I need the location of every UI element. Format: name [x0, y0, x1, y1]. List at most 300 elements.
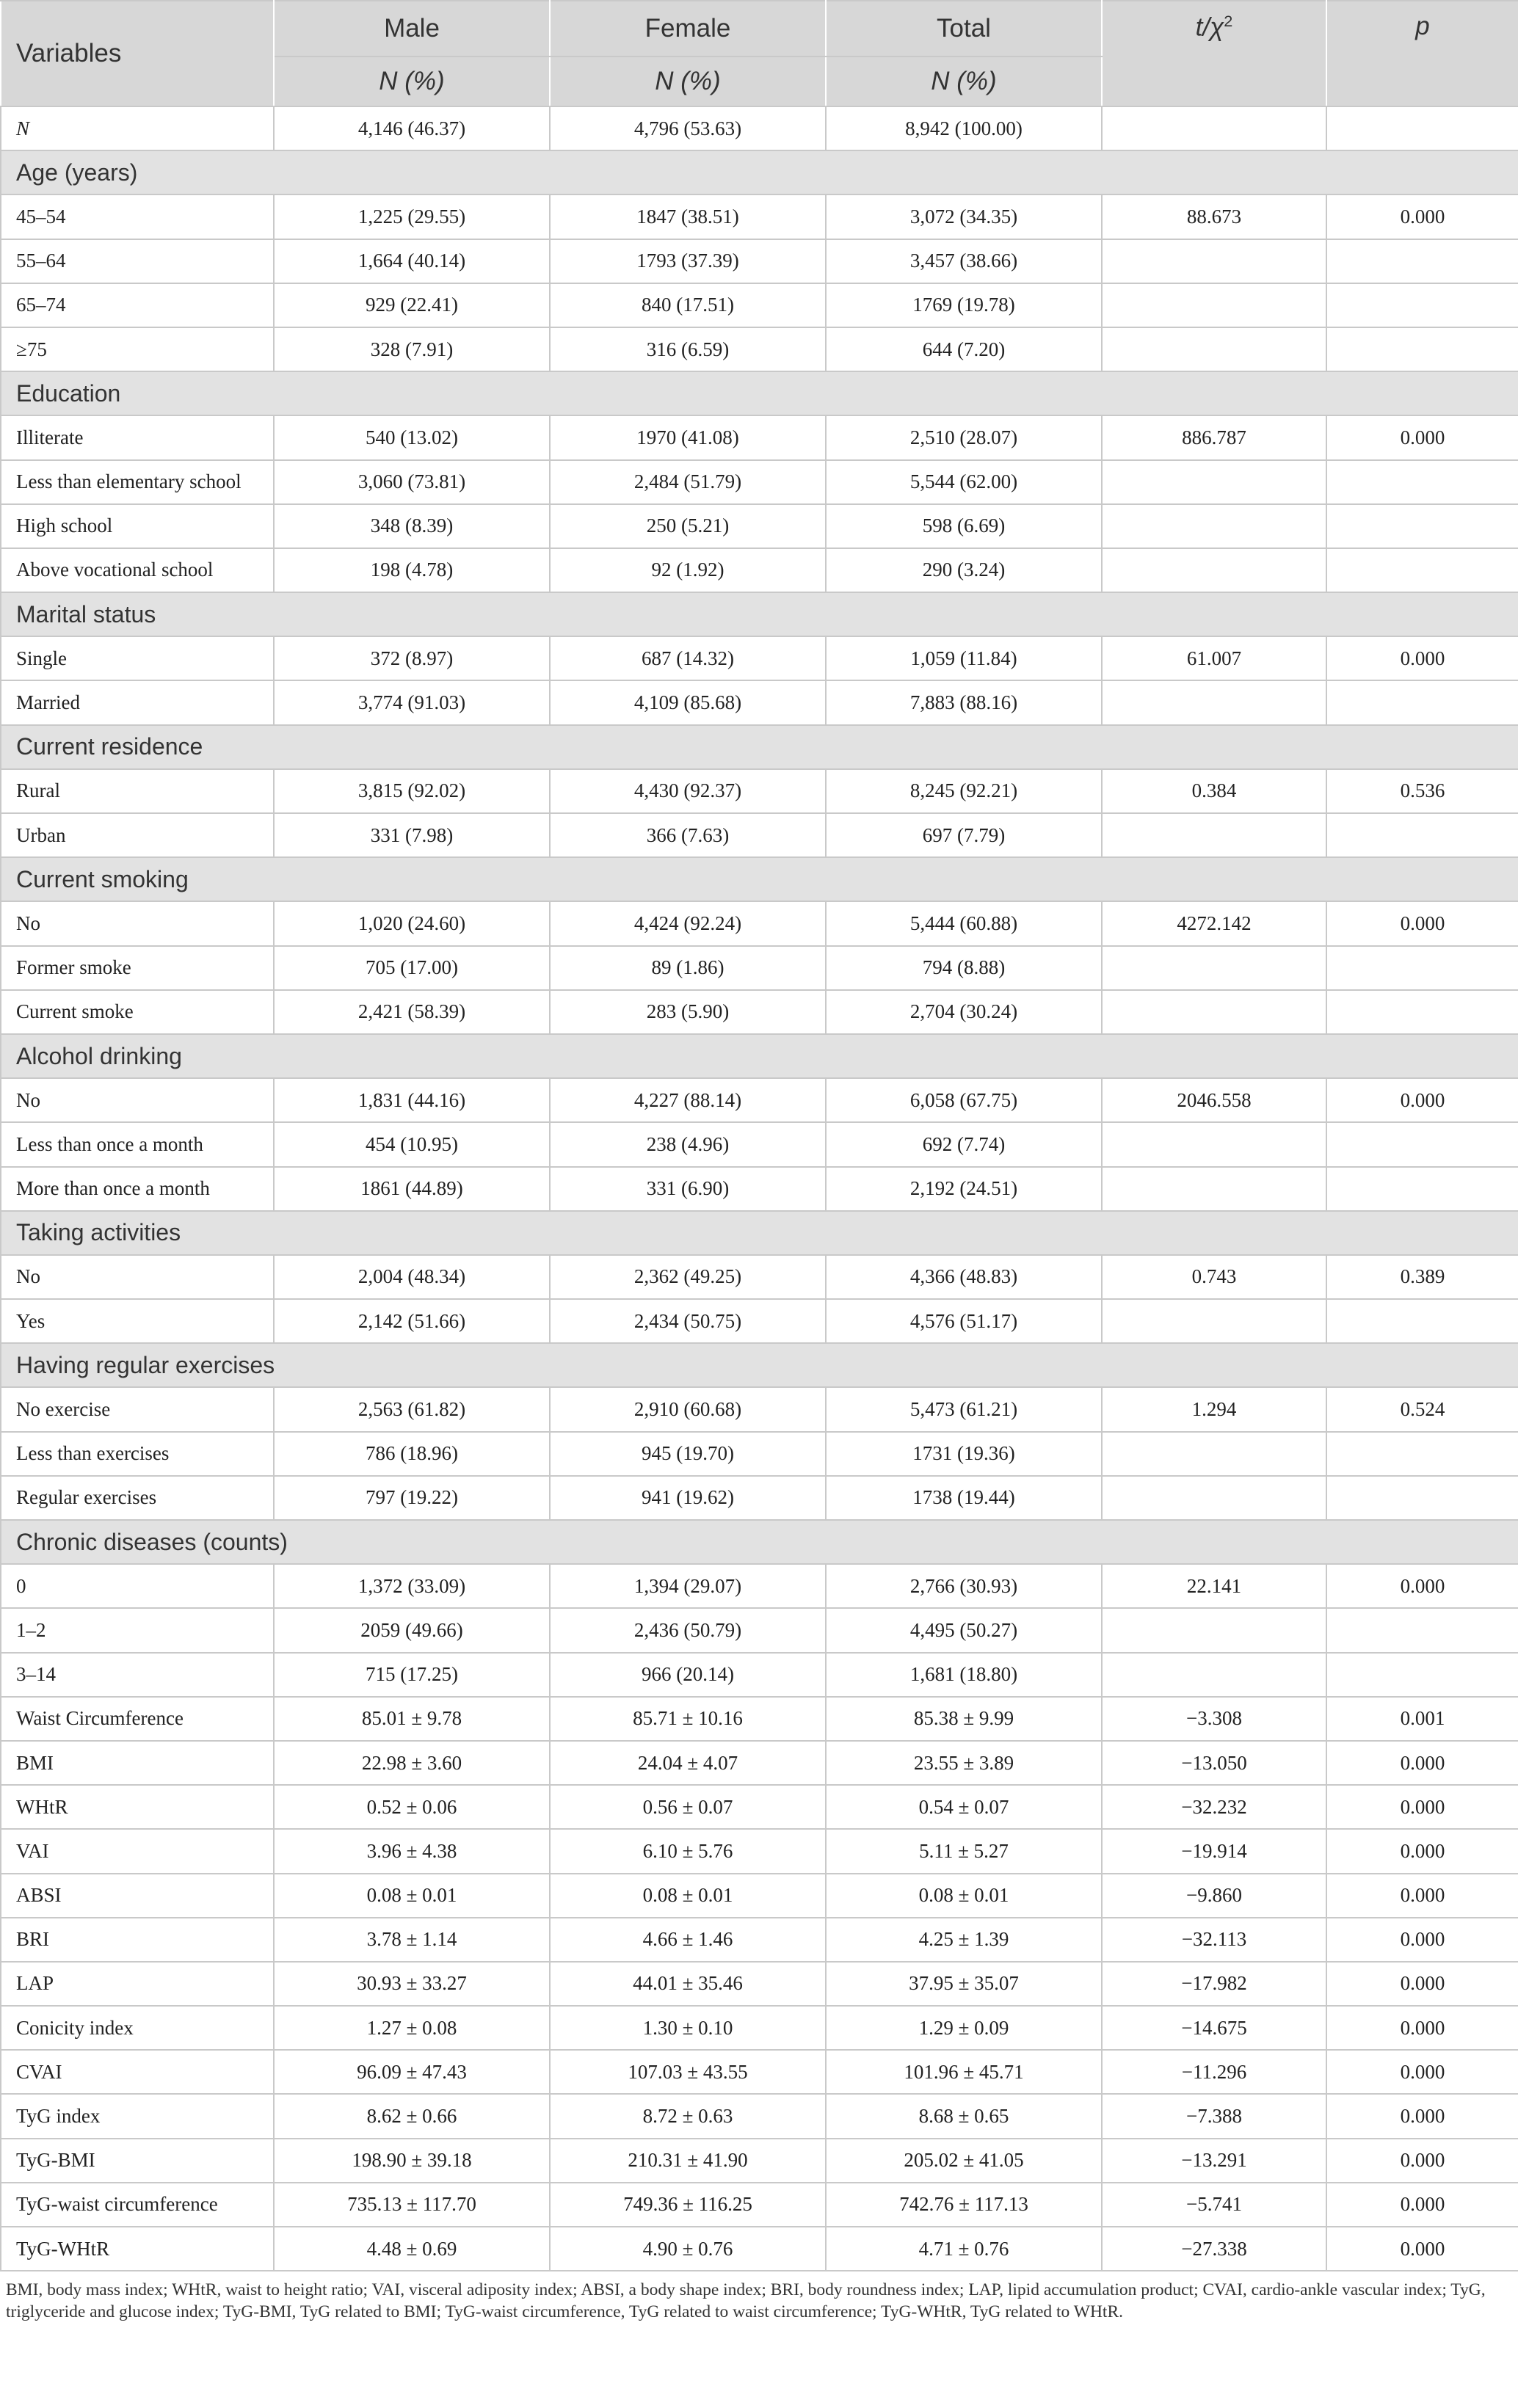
- cell-female: 283 (5.90): [550, 990, 826, 1034]
- cell-p-value: [1326, 1608, 1518, 1652]
- cell-statistic: 886.787: [1102, 415, 1326, 459]
- cell-male: 786 (18.96): [274, 1432, 550, 1476]
- cell-total: 692 (7.74): [826, 1122, 1102, 1166]
- cell-male: 3,774 (91.03): [274, 680, 550, 724]
- row-label: Less than exercises: [1, 1432, 274, 1476]
- cell-total: 290 (3.24): [826, 548, 1102, 592]
- header-p: p: [1326, 1, 1518, 106]
- cell-total: 37.95 ± 35.07: [826, 1962, 1102, 2006]
- cell-male: 372 (8.97): [274, 636, 550, 680]
- row-label: Conicity index: [1, 2006, 274, 2050]
- cell-total: 8,942 (100.00): [826, 106, 1102, 150]
- cell-female: 2,436 (50.79): [550, 1608, 826, 1652]
- table-row: [1, 1653, 1518, 1697]
- cell-female: 8.72 ± 0.63: [550, 2094, 826, 2138]
- cell-p-value: [1326, 680, 1518, 724]
- cell-p-value: 0.524: [1326, 1387, 1518, 1431]
- table-row: [1, 1078, 1518, 1122]
- cell-female: 4.66 ± 1.46: [550, 1918, 826, 1962]
- cell-total: 5.11 ± 5.27: [826, 1829, 1102, 1873]
- cell-total: 2,766 (30.93): [826, 1564, 1102, 1608]
- cell-statistic: [1102, 327, 1326, 371]
- cell-female: 941 (19.62): [550, 1476, 826, 1520]
- cell-female: 4,430 (92.37): [550, 769, 826, 813]
- section-row: [1, 592, 1518, 636]
- cell-female: 1847 (38.51): [550, 194, 826, 239]
- cell-statistic: 2046.558: [1102, 1078, 1326, 1122]
- cell-p-value: 0.000: [1326, 415, 1518, 459]
- table-row: [1, 680, 1518, 724]
- cell-p-value: [1326, 1299, 1518, 1343]
- cell-statistic: [1102, 1432, 1326, 1476]
- section-label: Marital status: [1, 592, 1518, 636]
- section-label: Chronic diseases (counts): [1, 1520, 1518, 1564]
- section-label: Having regular exercises: [1, 1343, 1518, 1387]
- row-label: LAP: [1, 1962, 274, 2006]
- row-label: Urban: [1, 813, 274, 857]
- row-label: CVAI: [1, 2050, 274, 2094]
- cell-female: 840 (17.51): [550, 283, 826, 327]
- cell-male: 3.96 ± 4.38: [274, 1829, 550, 1873]
- table-row: [1, 194, 1518, 239]
- cell-p-value: [1326, 1432, 1518, 1476]
- header-female: Female: [550, 1, 826, 57]
- row-label: TyG-BMI: [1, 2139, 274, 2183]
- cell-total: 4.25 ± 1.39: [826, 1918, 1102, 1962]
- cell-male: 4.48 ± 0.69: [274, 2227, 550, 2271]
- cell-female: 316 (6.59): [550, 327, 826, 371]
- cell-female: 4,227 (88.14): [550, 1078, 826, 1122]
- row-label: No: [1, 901, 274, 945]
- row-label: Less than elementary school: [1, 460, 274, 504]
- cell-male: 96.09 ± 47.43: [274, 2050, 550, 2094]
- cell-p-value: [1326, 283, 1518, 327]
- cell-total: 598 (6.69): [826, 504, 1102, 548]
- cell-female: 44.01 ± 35.46: [550, 1962, 826, 2006]
- cell-statistic: −9.860: [1102, 1874, 1326, 1918]
- cell-total: 1,059 (11.84): [826, 636, 1102, 680]
- cell-p-value: [1326, 1653, 1518, 1697]
- cell-female: 4,109 (85.68): [550, 680, 826, 724]
- row-label: Married: [1, 680, 274, 724]
- cell-p-value: 0.000: [1326, 1741, 1518, 1785]
- cell-total: 1731 (19.36): [826, 1432, 1102, 1476]
- table-row: [1, 1785, 1518, 1829]
- cell-p-value: 0.000: [1326, 2227, 1518, 2271]
- table-row: [1, 1122, 1518, 1166]
- table-row: [1, 283, 1518, 327]
- section-label: Age (years): [1, 150, 1518, 194]
- cell-p-value: 0.001: [1326, 1697, 1518, 1741]
- cell-statistic: [1102, 548, 1326, 592]
- cell-male: 2,142 (51.66): [274, 1299, 550, 1343]
- cell-total: 2,510 (28.07): [826, 415, 1102, 459]
- cell-female: 687 (14.32): [550, 636, 826, 680]
- header-female-n-pct: N (%): [550, 57, 826, 106]
- cell-female: 6.10 ± 5.76: [550, 1829, 826, 1873]
- cell-male: 1,225 (29.55): [274, 194, 550, 239]
- cell-statistic: [1102, 1608, 1326, 1652]
- cell-statistic: [1102, 1476, 1326, 1520]
- cell-total: 1.29 ± 0.09: [826, 2006, 1102, 2050]
- section-label: Current smoking: [1, 857, 1518, 901]
- header-total: Total: [826, 1, 1102, 57]
- table-row: [1, 636, 1518, 680]
- section-row: [1, 1520, 1518, 1564]
- cell-statistic: [1102, 1299, 1326, 1343]
- cell-male: 198 (4.78): [274, 548, 550, 592]
- row-label: High school: [1, 504, 274, 548]
- cell-total: 697 (7.79): [826, 813, 1102, 857]
- cell-male: 1,372 (33.09): [274, 1564, 550, 1608]
- cell-male: 198.90 ± 39.18: [274, 2139, 550, 2183]
- header-variables: Variables: [1, 1, 274, 106]
- table-row: [1, 2006, 1518, 2050]
- cell-female: 85.71 ± 10.16: [550, 1697, 826, 1741]
- row-label: Illiterate: [1, 415, 274, 459]
- row-label: Waist Circumference: [1, 1697, 274, 1741]
- table-row: [1, 1387, 1518, 1431]
- cell-total: 205.02 ± 41.05: [826, 2139, 1102, 2183]
- cell-total: 3,457 (38.66): [826, 239, 1102, 283]
- cell-statistic: [1102, 283, 1326, 327]
- cell-p-value: 0.000: [1326, 1078, 1518, 1122]
- cell-female: 966 (20.14): [550, 1653, 826, 1697]
- cell-female: 210.31 ± 41.90: [550, 2139, 826, 2183]
- row-label: More than once a month: [1, 1167, 274, 1211]
- cell-male: 1,831 (44.16): [274, 1078, 550, 1122]
- table-row: [1, 1167, 1518, 1211]
- section-label: Education: [1, 371, 1518, 415]
- cell-p-value: 0.000: [1326, 1564, 1518, 1608]
- cell-statistic: [1102, 813, 1326, 857]
- table-row: [1, 1255, 1518, 1299]
- cell-p-value: 0.536: [1326, 769, 1518, 813]
- cell-female: 945 (19.70): [550, 1432, 826, 1476]
- cell-female: 0.56 ± 0.07: [550, 1785, 826, 1829]
- cell-female: 2,910 (60.68): [550, 1387, 826, 1431]
- cell-p-value: 0.000: [1326, 194, 1518, 239]
- cell-male: 735.13 ± 117.70: [274, 2183, 550, 2227]
- cell-statistic: [1102, 1167, 1326, 1211]
- section-row: [1, 1211, 1518, 1255]
- table-row: [1, 2050, 1518, 2094]
- cell-p-value: [1326, 946, 1518, 990]
- cell-total: 85.38 ± 9.99: [826, 1697, 1102, 1741]
- section-row: [1, 857, 1518, 901]
- table-row: [1, 2094, 1518, 2138]
- cell-statistic: 1.294: [1102, 1387, 1326, 1431]
- row-label: BMI: [1, 1741, 274, 1785]
- cell-male: 85.01 ± 9.78: [274, 1697, 550, 1741]
- table-row: [1, 1697, 1518, 1741]
- section-label: Taking activities: [1, 1211, 1518, 1255]
- row-label: 65–74: [1, 283, 274, 327]
- section-label: Alcohol drinking: [1, 1034, 1518, 1078]
- table-row: [1, 327, 1518, 371]
- cell-total: 8,245 (92.21): [826, 769, 1102, 813]
- cell-p-value: [1326, 1122, 1518, 1166]
- cell-total: 644 (7.20): [826, 327, 1102, 371]
- cell-total: 4,495 (50.27): [826, 1608, 1102, 1652]
- cell-statistic: [1102, 1653, 1326, 1697]
- row-label: TyG-waist circumference: [1, 2183, 274, 2227]
- cell-total: 2,704 (30.24): [826, 990, 1102, 1034]
- cell-female: 238 (4.96): [550, 1122, 826, 1166]
- header-total-n-pct: N (%): [826, 57, 1102, 106]
- cell-total: 5,544 (62.00): [826, 460, 1102, 504]
- cell-female: 1793 (37.39): [550, 239, 826, 283]
- row-label: Regular exercises: [1, 1476, 274, 1520]
- cell-statistic: −14.675: [1102, 2006, 1326, 2050]
- table-row: [1, 1299, 1518, 1343]
- cell-statistic: 22.141: [1102, 1564, 1326, 1608]
- table-row: [1, 813, 1518, 857]
- table-row: [1, 2183, 1518, 2227]
- cell-statistic: [1102, 460, 1326, 504]
- cell-total: 1,681 (18.80): [826, 1653, 1102, 1697]
- cell-statistic: 61.007: [1102, 636, 1326, 680]
- cell-p-value: 0.000: [1326, 2050, 1518, 2094]
- cell-female: 1,394 (29.07): [550, 1564, 826, 1608]
- row-label: No: [1, 1078, 274, 1122]
- row-label: Former smoke: [1, 946, 274, 990]
- cell-total: 5,444 (60.88): [826, 901, 1102, 945]
- cell-total: 23.55 ± 3.89: [826, 1741, 1102, 1785]
- cell-p-value: 0.000: [1326, 901, 1518, 945]
- cell-male: 2,421 (58.39): [274, 990, 550, 1034]
- cell-male: 2,004 (48.34): [274, 1255, 550, 1299]
- cell-total: 2,192 (24.51): [826, 1167, 1102, 1211]
- cell-female: 4,424 (92.24): [550, 901, 826, 945]
- cell-p-value: [1326, 106, 1518, 150]
- cell-female: 24.04 ± 4.07: [550, 1741, 826, 1785]
- cell-statistic: −13.050: [1102, 1741, 1326, 1785]
- table-row: [1, 2227, 1518, 2271]
- cell-statistic: [1102, 1122, 1326, 1166]
- cell-statistic: 0.743: [1102, 1255, 1326, 1299]
- table-row: [1, 1608, 1518, 1652]
- cell-p-value: [1326, 990, 1518, 1034]
- section-row: [1, 1343, 1518, 1387]
- cell-female: 1970 (41.08): [550, 415, 826, 459]
- cell-statistic: [1102, 106, 1326, 150]
- table-row: [1, 1918, 1518, 1962]
- header-stat-chi: /χ: [1202, 12, 1224, 42]
- cell-female: 250 (5.21): [550, 504, 826, 548]
- cell-p-value: 0.000: [1326, 1829, 1518, 1873]
- row-label: Single: [1, 636, 274, 680]
- row-label: TyG-WHtR: [1, 2227, 274, 2271]
- cell-female: 0.08 ± 0.01: [550, 1874, 826, 1918]
- cell-male: 715 (17.25): [274, 1653, 550, 1697]
- cell-total: 1769 (19.78): [826, 283, 1102, 327]
- cell-total: 4,576 (51.17): [826, 1299, 1102, 1343]
- cell-p-value: [1326, 239, 1518, 283]
- cell-p-value: [1326, 327, 1518, 371]
- cell-statistic: [1102, 239, 1326, 283]
- row-label: 55–64: [1, 239, 274, 283]
- cell-total: 101.96 ± 45.71: [826, 2050, 1102, 2094]
- cell-p-value: 0.389: [1326, 1255, 1518, 1299]
- cell-female: 366 (7.63): [550, 813, 826, 857]
- row-label: 45–54: [1, 194, 274, 239]
- row-label: No: [1, 1255, 274, 1299]
- cell-female: 1.30 ± 0.10: [550, 2006, 826, 2050]
- cell-total: 742.76 ± 117.13: [826, 2183, 1102, 2227]
- row-label: BRI: [1, 1918, 274, 1962]
- section-row: [1, 1034, 1518, 1078]
- cell-statistic: −13.291: [1102, 2139, 1326, 2183]
- cell-total: 4.71 ± 0.76: [826, 2227, 1102, 2271]
- cell-male: 3,815 (92.02): [274, 769, 550, 813]
- table-body: [1, 106, 1518, 2271]
- cell-total: 1738 (19.44): [826, 1476, 1102, 1520]
- cell-statistic: [1102, 990, 1326, 1034]
- cell-p-value: [1326, 1167, 1518, 1211]
- header-statistic: [1102, 1, 1326, 106]
- cell-statistic: −7.388: [1102, 2094, 1326, 2138]
- header-stat-t: t: [1195, 12, 1203, 42]
- cell-female: 4,796 (53.63): [550, 106, 826, 150]
- table-row: [1, 460, 1518, 504]
- cell-male: 30.93 ± 33.27: [274, 1962, 550, 2006]
- cell-p-value: 0.000: [1326, 2139, 1518, 2183]
- cell-male: 328 (7.91): [274, 327, 550, 371]
- row-label: Yes: [1, 1299, 274, 1343]
- cell-total: 0.54 ± 0.07: [826, 1785, 1102, 1829]
- cell-statistic: 88.673: [1102, 194, 1326, 239]
- section-row: [1, 150, 1518, 194]
- cell-p-value: 0.000: [1326, 636, 1518, 680]
- cell-statistic: −17.982: [1102, 1962, 1326, 2006]
- cell-statistic: −27.338: [1102, 2227, 1326, 2271]
- table-row: [1, 901, 1518, 945]
- table-row: [1, 1564, 1518, 1608]
- cell-female: 2,484 (51.79): [550, 460, 826, 504]
- cell-statistic: [1102, 680, 1326, 724]
- cell-male: 1861 (44.89): [274, 1167, 550, 1211]
- row-label: 1–2: [1, 1608, 274, 1652]
- cell-statistic: [1102, 946, 1326, 990]
- cell-female: 2,434 (50.75): [550, 1299, 826, 1343]
- cell-total: 8.68 ± 0.65: [826, 2094, 1102, 2138]
- row-label: TyG index: [1, 2094, 274, 2138]
- table-row: [1, 1829, 1518, 1873]
- row-label: Rural: [1, 769, 274, 813]
- row-label: 0: [1, 1564, 274, 1608]
- cell-male: 331 (7.98): [274, 813, 550, 857]
- cell-female: 4.90 ± 0.76: [550, 2227, 826, 2271]
- cell-male: 797 (19.22): [274, 1476, 550, 1520]
- cell-male: 0.08 ± 0.01: [274, 1874, 550, 1918]
- cell-p-value: [1326, 460, 1518, 504]
- cell-male: 348 (8.39): [274, 504, 550, 548]
- table-row: [1, 548, 1518, 592]
- header-stat-sup: 2: [1224, 12, 1233, 30]
- header-male-n-pct: N (%): [274, 57, 550, 106]
- cell-female: 107.03 ± 43.55: [550, 2050, 826, 2094]
- cell-p-value: 0.000: [1326, 1962, 1518, 2006]
- cell-female: 331 (6.90): [550, 1167, 826, 1211]
- cell-male: 2,563 (61.82): [274, 1387, 550, 1431]
- cell-male: 454 (10.95): [274, 1122, 550, 1166]
- cell-statistic: −11.296: [1102, 2050, 1326, 2094]
- table-row: [1, 769, 1518, 813]
- table-row: [1, 990, 1518, 1034]
- table-header: [1, 1, 1518, 106]
- cell-total: 794 (8.88): [826, 946, 1102, 990]
- cell-female: 749.36 ± 116.25: [550, 2183, 826, 2227]
- cell-total: 5,473 (61.21): [826, 1387, 1102, 1431]
- cell-total: 7,883 (88.16): [826, 680, 1102, 724]
- cell-male: 3,060 (73.81): [274, 460, 550, 504]
- table-row: [1, 2139, 1518, 2183]
- table-row: [1, 1741, 1518, 1785]
- cell-p-value: [1326, 548, 1518, 592]
- cell-p-value: 0.000: [1326, 2094, 1518, 2138]
- cell-p-value: [1326, 1476, 1518, 1520]
- cell-male: 1,020 (24.60): [274, 901, 550, 945]
- cell-female: 92 (1.92): [550, 548, 826, 592]
- cell-male: 1,664 (40.14): [274, 239, 550, 283]
- cell-male: 540 (13.02): [274, 415, 550, 459]
- row-label: Above vocational school: [1, 548, 274, 592]
- cell-male: 1.27 ± 0.08: [274, 2006, 550, 2050]
- table-row: [1, 1476, 1518, 1520]
- section-row: [1, 725, 1518, 769]
- cell-male: 8.62 ± 0.66: [274, 2094, 550, 2138]
- cell-p-value: 0.000: [1326, 1785, 1518, 1829]
- cell-p-value: 0.000: [1326, 1918, 1518, 1962]
- cell-statistic: −19.914: [1102, 1829, 1326, 1873]
- table-row: [1, 946, 1518, 990]
- table-row: [1, 1432, 1518, 1476]
- row-label: N: [1, 106, 274, 150]
- cell-male: 0.52 ± 0.06: [274, 1785, 550, 1829]
- cell-male: 4,146 (46.37): [274, 106, 550, 150]
- cell-male: 705 (17.00): [274, 946, 550, 990]
- cell-p-value: [1326, 504, 1518, 548]
- table-row: [1, 415, 1518, 459]
- row-label: Less than once a month: [1, 1122, 274, 1166]
- cell-male: 2059 (49.66): [274, 1608, 550, 1652]
- cell-p-value: 0.000: [1326, 1874, 1518, 1918]
- cell-total: 6,058 (67.75): [826, 1078, 1102, 1122]
- cell-statistic: −5.741: [1102, 2183, 1326, 2227]
- cell-p-value: [1326, 813, 1518, 857]
- row-label: WHtR: [1, 1785, 274, 1829]
- table-row: [1, 106, 1518, 150]
- cell-male: 929 (22.41): [274, 283, 550, 327]
- cell-statistic: 0.384: [1102, 769, 1326, 813]
- cell-male: 3.78 ± 1.14: [274, 1918, 550, 1962]
- cell-male: 22.98 ± 3.60: [274, 1741, 550, 1785]
- cell-total: 4,366 (48.83): [826, 1255, 1102, 1299]
- row-label: ABSI: [1, 1874, 274, 1918]
- row-label: ≥75: [1, 327, 274, 371]
- cell-total: 0.08 ± 0.01: [826, 1874, 1102, 1918]
- table-row: [1, 1962, 1518, 2006]
- section-label: Current residence: [1, 725, 1518, 769]
- cell-female: 89 (1.86): [550, 946, 826, 990]
- row-label: 3–14: [1, 1653, 274, 1697]
- table-row: [1, 504, 1518, 548]
- cell-female: 2,362 (49.25): [550, 1255, 826, 1299]
- cell-statistic: [1102, 504, 1326, 548]
- row-label: Current smoke: [1, 990, 274, 1034]
- section-row: [1, 371, 1518, 415]
